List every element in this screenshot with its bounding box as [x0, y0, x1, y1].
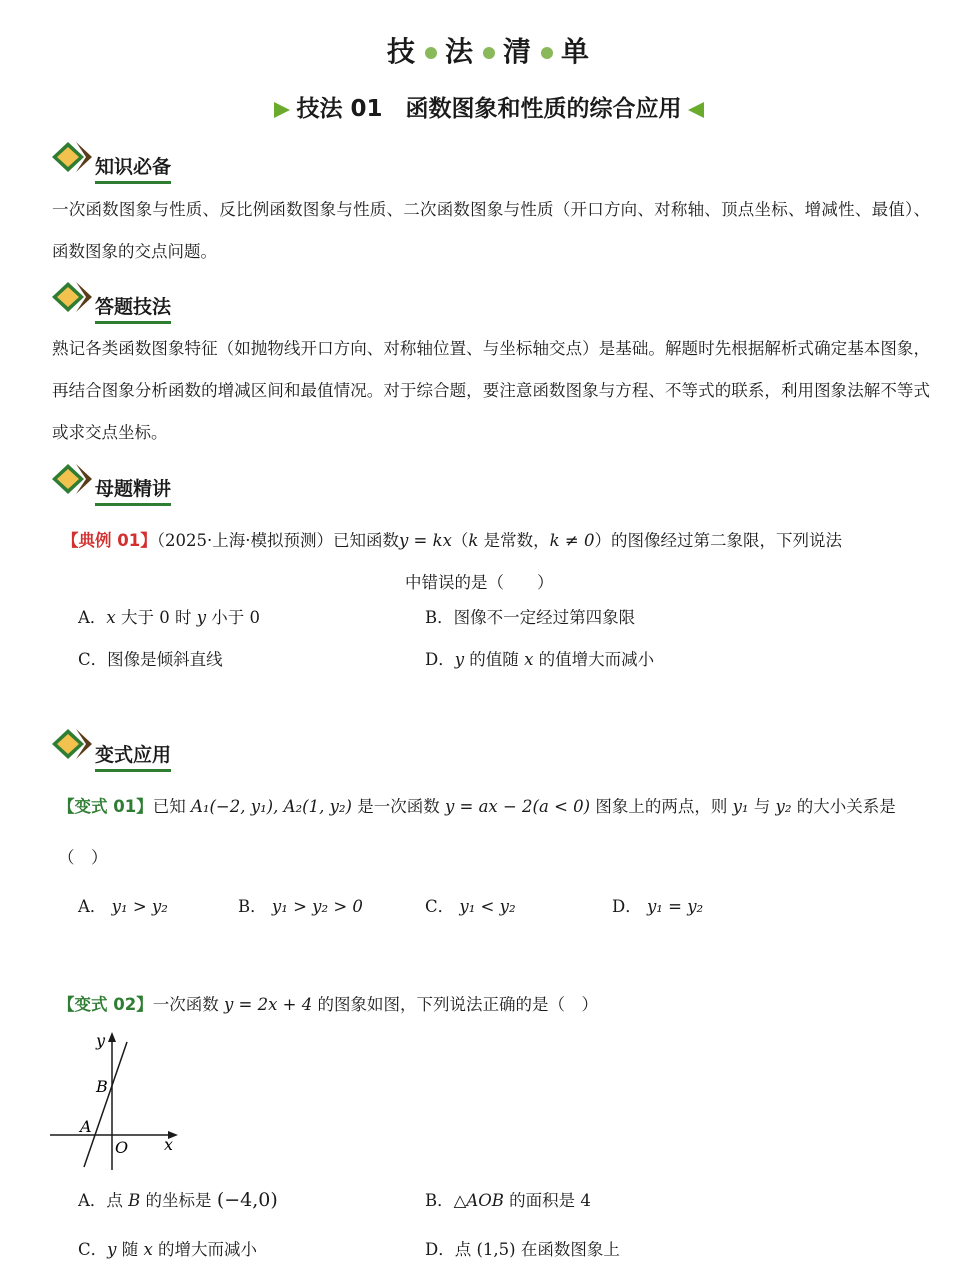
math-var: AOB	[466, 1191, 504, 1210]
section-heading-technique: 答题技法	[95, 292, 171, 324]
point-a-label: A	[80, 1117, 92, 1136]
example-option-a	[78, 604, 260, 628]
variant1-option-d	[612, 893, 703, 917]
variant1-option-a	[78, 893, 168, 917]
dot-icon	[483, 47, 495, 59]
example-equation: y = kx	[398, 531, 452, 550]
example-option-b: B．图像不一定经过第四象限	[425, 608, 636, 627]
example-option-d	[425, 646, 654, 670]
math-var: y	[454, 650, 465, 669]
math-var: x	[106, 608, 116, 627]
example-question-line2: 中错误的是（ ）	[405, 573, 554, 592]
text: D．点	[425, 1240, 477, 1259]
variant2-option-d	[425, 1236, 620, 1260]
diamond-icon	[52, 140, 92, 174]
variant2-tag: 【变式 02】	[58, 995, 153, 1014]
text: A．点	[78, 1191, 129, 1210]
variant2-option-a	[78, 1187, 278, 1211]
section-heading-knowledge: 知识必备	[95, 152, 171, 184]
diamond-icon	[52, 727, 92, 761]
text: 的值随	[464, 650, 525, 669]
text: ）的图像经过第二象限，下列说法	[594, 531, 842, 550]
text: 已知	[152, 797, 191, 816]
option-label: B．	[238, 897, 267, 916]
math-var: y₁	[732, 797, 749, 816]
variant1-answer-paren: （ ）	[58, 848, 108, 867]
knowledge-text: 一次函数图象与性质、反比例函数图象与性质、二次函数图象与性质（开口方向、对称轴、顶点坐标、增减性、最值）、函数图象的交点问题。	[52, 200, 930, 261]
text: 随	[116, 1240, 144, 1259]
dot-icon	[425, 47, 437, 59]
example-source: （2025·上海·模拟预测）已知函数	[156, 531, 399, 550]
math-var: y₂	[775, 797, 792, 816]
text: （	[451, 531, 469, 550]
arrow-left-icon	[688, 102, 704, 118]
option-label: D．	[425, 650, 455, 669]
text: 是一次函数	[351, 797, 445, 816]
math-var: k	[468, 531, 479, 550]
text: 的坐标是	[140, 1191, 217, 1210]
text: 与	[748, 797, 776, 816]
math-var: y	[107, 1240, 117, 1259]
text: 的大小关系是	[791, 797, 896, 816]
variant1-option-c	[425, 893, 516, 917]
variant2-question	[58, 991, 598, 1015]
math-equation: y = ax − 2(a < 0)	[444, 797, 591, 816]
math-value: (1,5)	[476, 1240, 516, 1259]
text: 的增大而减小	[152, 1240, 258, 1259]
text: 的面积是 4	[503, 1191, 591, 1210]
diamond-icon	[52, 280, 92, 314]
math-var: x	[143, 1240, 153, 1259]
math-points: A₁(−2, y₁), A₂(1, y₂)	[190, 797, 352, 816]
section-heading-variants: 变式应用	[95, 740, 171, 772]
text: B．△	[425, 1191, 467, 1210]
text: 是常数，	[478, 531, 550, 550]
dot-icon	[541, 47, 553, 59]
option-label: A．	[78, 897, 107, 916]
technique-subtitle	[0, 90, 978, 123]
math-var: x	[524, 650, 534, 669]
page-title	[0, 30, 978, 70]
diamond-icon	[52, 462, 92, 496]
math-inequality: k ≠ 0	[549, 531, 595, 550]
variant1-question	[58, 793, 896, 817]
example-tag: 【典例 01】	[62, 531, 157, 550]
title-char: 法	[444, 35, 475, 68]
text: 的图象如图，下列说法正确的是（ ）	[312, 995, 598, 1014]
text: 的值增大而减小	[533, 650, 655, 669]
title-char: 技	[386, 35, 417, 68]
math-value: (−4,0)	[216, 1189, 278, 1211]
example-option-c: C．图像是倾斜直线	[78, 650, 223, 669]
option-math: y₁ = y₂	[646, 897, 704, 916]
text: C．	[78, 1240, 108, 1259]
option-math: y₁ < y₂	[459, 897, 516, 916]
math-var: B	[128, 1191, 141, 1210]
origin-label: O	[115, 1138, 129, 1157]
technique-text: 熟记各类函数图象特征（如抛物线开口方向、对称轴位置、与坐标轴交点）是基础。解题时先根据解析式确定基本图象，再结合图象分析函数的增减区间和最值情况。对于综合题，要注意函数图象与方程、不等式的联系，利用图象法解不等式或求交点坐标。	[52, 339, 930, 442]
option-label: A．	[78, 608, 107, 627]
text: 图象上的两点，则	[590, 797, 733, 816]
title-char: 清	[503, 35, 534, 68]
variant2-option-b	[425, 1187, 591, 1211]
example-question-line1	[62, 527, 842, 551]
text: 在函数图象上	[515, 1240, 620, 1259]
arrow-right-icon	[274, 102, 290, 118]
math-var: y	[196, 608, 207, 627]
x-axis-label: x	[164, 1135, 174, 1154]
function-graph	[40, 1020, 200, 1180]
y-axis-label: y	[96, 1031, 106, 1050]
text: 大于 0 时	[115, 608, 197, 627]
math-equation: y = 2x + 4	[223, 995, 313, 1014]
section-heading-example: 母题精讲	[95, 474, 171, 506]
text: 一次函数	[152, 995, 224, 1014]
option-label: C．	[425, 897, 455, 916]
y-axis-arrow-icon	[108, 1032, 116, 1042]
option-math: y₁ > y₂	[111, 897, 168, 916]
variant2-option-c	[78, 1236, 257, 1260]
text: 小于 0	[206, 608, 261, 627]
variant1-tag: 【变式 01】	[58, 797, 153, 816]
variant1-option-b	[238, 893, 363, 917]
title-char: 单	[561, 35, 592, 68]
subtitle-text: 技法 01 函数图象和性质的综合应用	[296, 96, 682, 122]
option-label: D．	[612, 897, 642, 916]
option-math: y₁ > y₂ > 0	[271, 897, 363, 916]
point-b-label: B	[96, 1077, 108, 1096]
